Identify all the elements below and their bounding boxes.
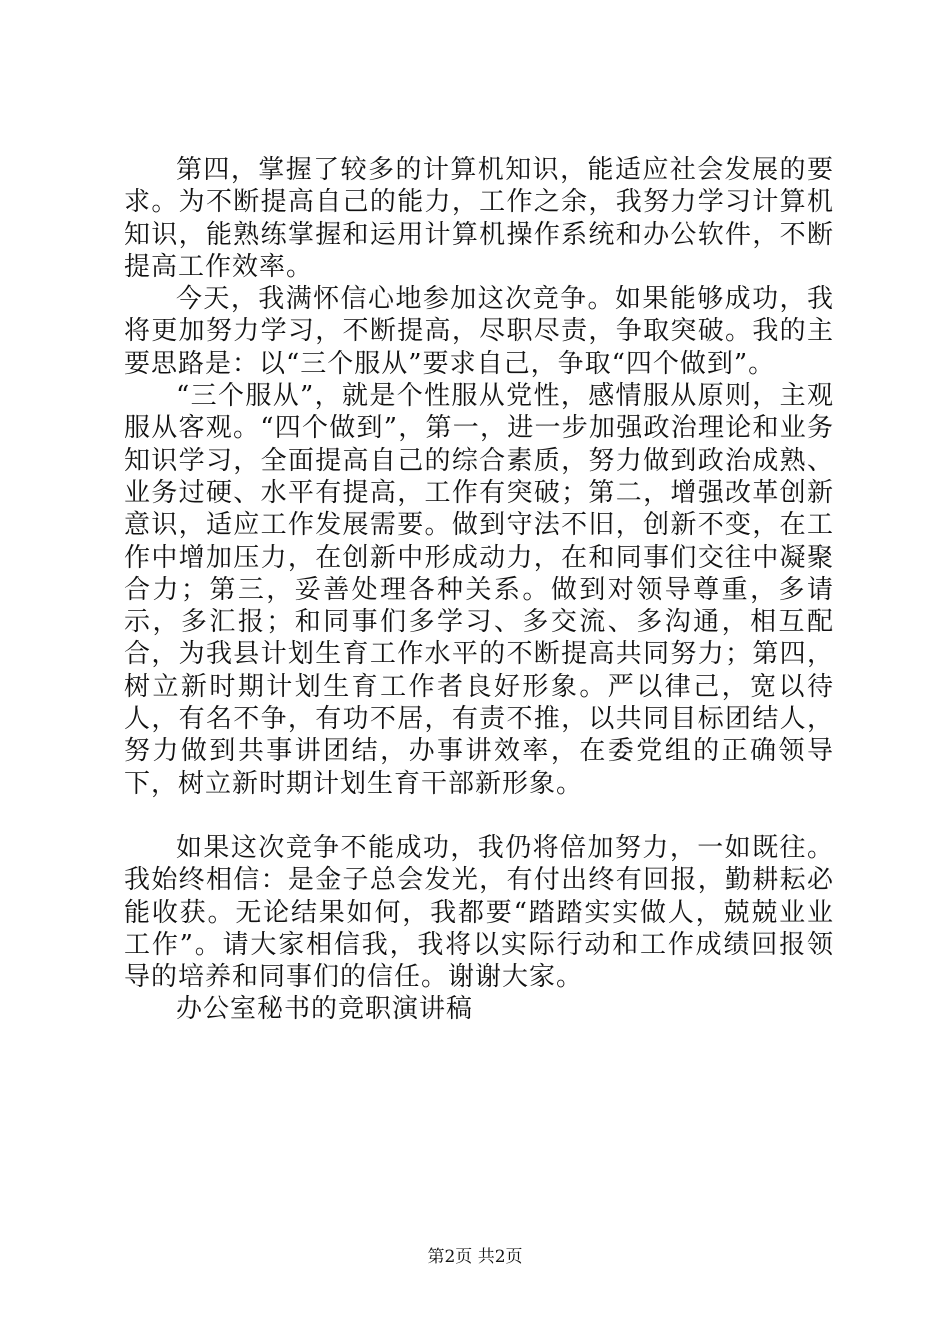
paragraph-spacer [124, 800, 834, 832]
paragraph-competition-plan: 今天，我满怀信心地参加这次竞争。如果能够成功，我将更加努力学习，不断提高，尽职尽责，争取突破。我的主要思路是：以“三个服从”要求自己，争取“四个做到”。 [124, 284, 834, 379]
document-body [124, 154, 834, 1026]
paragraph-computer-skills: 第四，掌握了较多的计算机知识，能适应社会发展的要求。为不断提高自己的能力，工作之余，我努力学习计算机知识，能熟练掌握和运用计算机操作系统和办公软件，不断提高工作效率。 [124, 155, 834, 282]
document-title-line: 办公室秘书的竞职演讲稿 [176, 994, 474, 1025]
paragraph-closing: 如果这次竞争不能成功，我仍将倍加努力，一如既往。我始终相信：是金子总会发光，有付出终有回报，勤耕耘必能收获。无论结果如何，我都要“踏踏实实做人，兢兢业业工作”。请大家相信我，我将以实际行动和工作成绩回报领导的培养和同事们的信任。谢谢大家。 [124, 832, 834, 993]
paragraph-three-obey-four-achieve: “三个服从”，就是个性服从党性，感情服从原则，主观服从客观。“四个做到”，第一，进一步加强政治理论和业务知识学习，全面提高自己的综合素质，努力做到政治成熟、业务过硬、水平有提高，工作有突破；第二，增强改革创新意识，适应工作发展需要。做到守法不旧，创新不变，在工作中增加压力，在创新中形成动力，在和同事们交往中凝聚合力；第三，妥善处理各种关系。做到对领导尊重，多请示，多汇报；和同事们多学习、多交流、多沟通，相互配合，为我县计划生育工作水平的不断提高共同努力；第四，树立新时期计划生育工作者良好形象。严以律己，宽以待人，有名不争，有功不居，有责不推，以共同目标团结人，努力做到共事讲团结，办事讲效率，在委党组的正确领导下，树立新时期计划生育干部新形象。 [124, 381, 834, 799]
page-number-footer: 第2页 共2页 [427, 1247, 523, 1267]
